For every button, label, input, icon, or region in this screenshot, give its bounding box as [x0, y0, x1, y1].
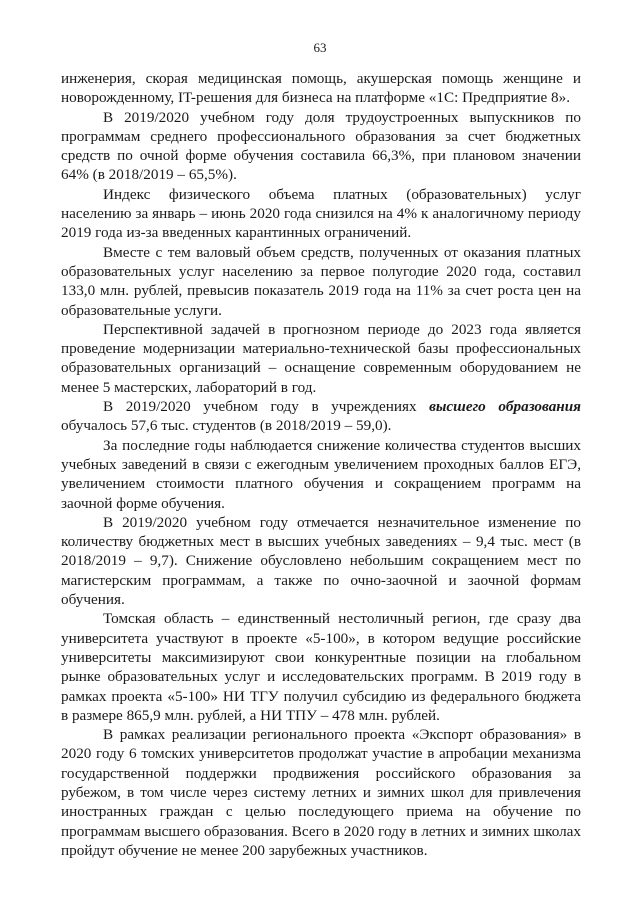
paragraph-student-decline: За последние годы наблюдается снижение количества студентов высших учебных заведений в связи с ежегодным увеличением проходных баллов ЕГЭ, увеличением стоимости платного обучения и сокращением программ на заочной форме обучения.	[61, 436, 581, 512]
paragraph-higher-education-students	[61, 397, 581, 436]
document-body	[61, 69, 581, 860]
paragraph-budget-places: В 2019/2020 учебном году отмечается незначительное изменение по количеству бюджетных мест в высших учебных заведениях – 9,4 тыс. мест (в 2018/2019 – 9,7). Снижение обусловлено небольшим сокращением мест по магистерским программам, а также по очно-заочной и заочной формам обучения.	[61, 513, 581, 609]
higher-education-emphasis: высшего образования	[429, 398, 581, 416]
paragraph-education-export: В рамках реализации регионального проекта «Экспорт образования» в 2020 году 6 томских университетов продолжат участие в апробации механизма государственной поддержки продвижения российского образования за рубежом, в том числе через систему летних и зимних школ для привлечения иностранных граждан с целью последующего приема на обучение по программам высшего образования. Всего в 2020 году в летних и зимних школах пройдут обучение не менее 200 зарубежных участников.	[61, 726, 581, 859]
paragraph-modernization-goal: Перспективной задачей в прогнозном периоде до 2023 года является проведение модернизации материально-технической базы профессиональных образовательных организаций – оснащение современным оборудованием не менее 5 мастерских, лабораторий в год.	[61, 320, 581, 396]
page-number: 63	[313, 40, 327, 55]
paragraph-paid-services-revenue: Вместе с тем валовый объем средств, полученных от оказания платных образовательных услуг населению за первое полугодие 2020 года, составил 133,0 млн. рублей, превысив показатель 2019 года на 11% за счет роста цен на образовательные услуги.	[61, 243, 581, 319]
higher-education-intro: В 2019/2020 учебном году в учреждениях	[103, 398, 430, 416]
paragraph-graduate-employment: В 2019/2020 учебном году доля трудоустроенных выпускников по программам среднего профессионального образования за счет бюджетных средств по очной форме обучения составила 66,3%, при плановом значении 64% (в 2018/2019 – 65,5%).	[61, 108, 581, 184]
paragraph-project-5-100: Томская область – единственный нестоличный регион, где сразу два университета участвуют в проекте «5-100», в котором ведущие российские университеты максимизируют свои конкурентные позиции на глобальном рынке образовательных услуг и исследовательских программ. В 2019 году в рамках проекта «5-100» НИ ТГУ получил субсидию из федерального бюджета в размере 865,9 млн. рублей, а НИ ТПУ – 478 млн. рублей.	[61, 610, 581, 724]
higher-education-outro: обучалось 57,6 тыс. студентов (в 2018/2019 – 59,0).	[61, 417, 392, 435]
paragraph-paid-services-index: Индекс физического объема платных (образовательных) услуг населению за январь – июнь 2020 года снизился на 4% к аналогичному периоду 2019 года из-за введенных карантинных ограничений.	[61, 185, 581, 242]
paragraph-specialties-continuation: инженерия, скорая медицинская помощь, акушерская помощь женщине и новорожденному, IT-решения для бизнеса на платформе «1С: Предприятие 8».	[61, 70, 581, 107]
